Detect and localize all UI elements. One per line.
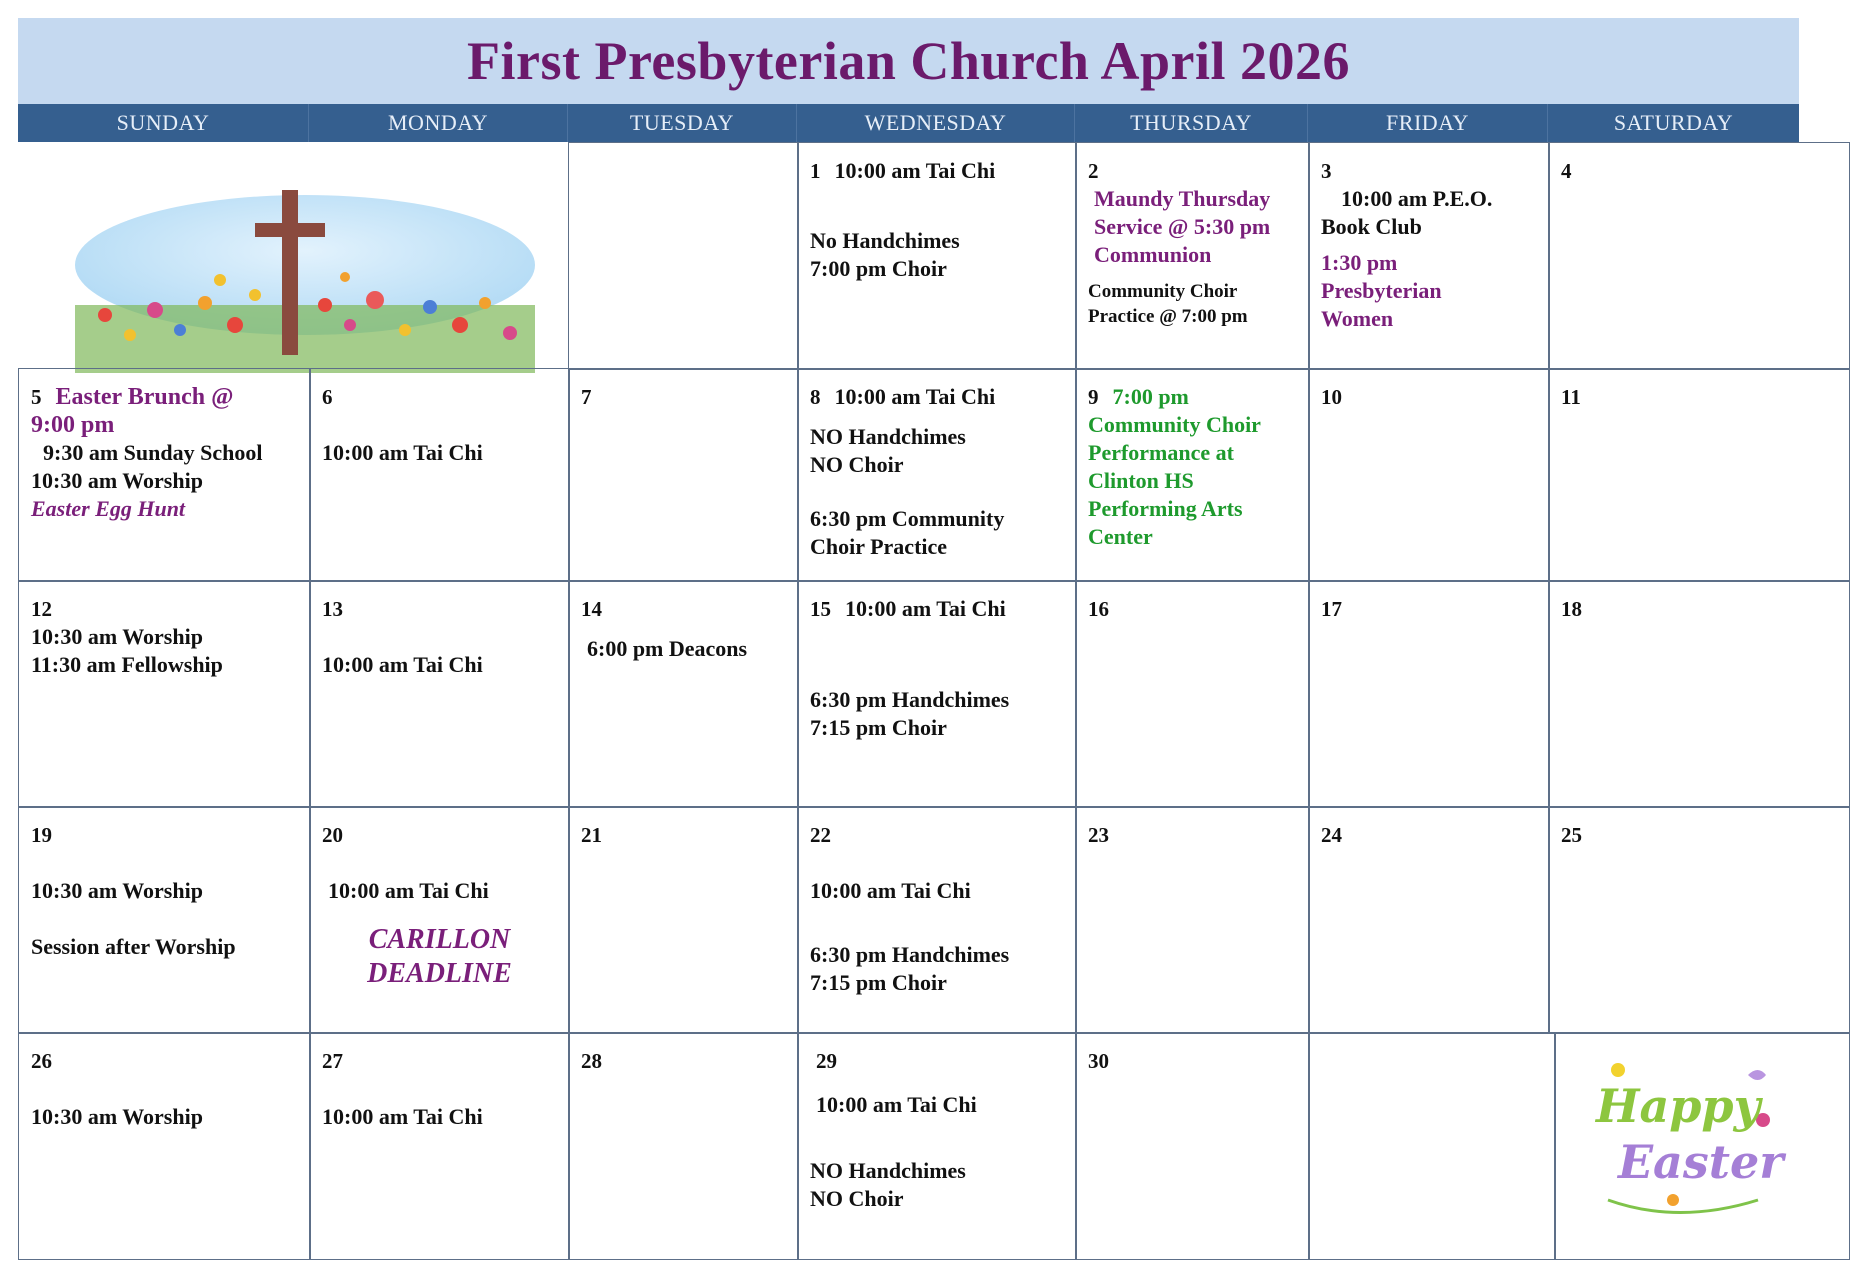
day-cell-20 [309,806,570,1034]
day-cell-21 [568,806,799,1034]
event: Service @ 5:30 pm [1094,214,1271,239]
event: 9:00 pm [31,412,115,438]
event: 6:30 pm Handchimes [810,687,1010,712]
event: Clinton HS [1088,468,1194,493]
day-number: 24 [1321,823,1342,847]
day-number: 16 [1088,597,1109,621]
weekday-tuesday: TUESDAY [568,104,797,142]
weekday-header [18,104,1799,142]
event: Easter Egg Hunt [31,496,186,521]
day-number: 3 [1321,159,1332,183]
event: Practice @ 7:00 pm [1088,306,1248,327]
day-number: 21 [581,823,602,847]
event: Center [1088,524,1153,549]
day-number: 9 [1088,385,1099,409]
day-number: 23 [1088,823,1109,847]
day-cell-empty [568,142,799,370]
calendar-grid [18,142,1850,1260]
event: 1:30 pm [1321,250,1398,275]
event: 10:00 am P.E.O. [1341,186,1493,211]
event: 10:00 am Tai Chi [816,1092,977,1117]
title-banner [18,18,1799,104]
day-number: 7 [581,385,592,409]
day-number: 18 [1561,597,1582,621]
event: Easter Brunch @ [55,384,234,410]
event: 7:00 pm [1112,384,1189,409]
day-cell-11 [1548,368,1850,582]
event: Maundy Thursday [1094,186,1271,211]
event: Communion [1094,242,1212,267]
event: 9:30 am Sunday School [43,440,263,465]
event: CARILLON [368,924,511,955]
event: Performance at [1088,440,1234,465]
day-cell-26 [18,1032,311,1260]
day-cell-16 [1075,580,1310,808]
weekday-sunday: SUNDAY [18,104,309,142]
day-cell-27 [309,1032,570,1260]
day-cell-5 [18,368,311,582]
weekday-saturday: SATURDAY [1613,110,1734,135]
event: 7:15 pm Choir [810,715,947,740]
event: NO Choir [810,452,904,477]
day-cell-14 [568,580,799,808]
day-cell-13 [309,580,570,808]
day-number: 5 [31,385,42,409]
day-cell-4 [1548,142,1850,370]
day-cell-22 [797,806,1077,1034]
event: 7:15 pm Choir [810,970,947,995]
day-number: 1 [810,159,821,183]
day-cell-7 [568,368,799,582]
day-number: 26 [31,1049,52,1073]
event: Book Club [1321,214,1422,239]
day-cell-3 [1308,142,1550,370]
event: 6:30 pm Community [810,506,1005,531]
weekday-thursday: THURSDAY [1075,104,1308,142]
day-number: 30 [1088,1049,1109,1073]
day-cell-18 [1548,580,1850,808]
weekday-friday: FRIDAY [1308,104,1548,142]
day-number: 11 [1561,385,1581,409]
event: 10:00 am Tai Chi [834,384,996,409]
day-cell-6 [309,368,570,582]
event: 10:30 am Worship [31,1104,203,1129]
event: Performing Arts [1088,496,1243,521]
day-cell-10 [1308,368,1550,582]
event: 10:30 am Worship [31,624,203,649]
day-number: 14 [581,597,602,621]
event: 10:00 am Tai Chi [845,596,1006,621]
day-number: 4 [1561,159,1572,183]
day-cell-1 [797,142,1077,370]
day-number: 27 [322,1049,343,1073]
event: 10:30 am Worship [31,468,203,493]
day-cell-23 [1075,806,1310,1034]
day-number: 12 [31,597,52,621]
event: 10:00 am Tai Chi [322,1104,483,1129]
day-number: 10 [1321,385,1342,409]
event: 10:00 am Tai Chi [834,158,996,183]
event: Session after Worship [31,934,236,959]
day-cell-2 [1075,142,1310,370]
day-cell-19 [18,806,311,1034]
event: Women [1321,306,1394,331]
day-cell-9 [1075,368,1310,582]
event: DEADLINE [367,958,512,989]
day-cell-empty [1308,1032,1556,1260]
day-number: 8 [810,385,821,409]
event: Community Choir [1088,281,1238,302]
day-number: 20 [322,823,343,847]
day-number: 17 [1321,597,1342,621]
happy-text: Happy [1596,1079,1761,1133]
event: NO Handchimes [810,1158,966,1183]
happy-easter-graphic [1578,1050,1788,1230]
day-number: 6 [322,385,333,409]
day-cell-17 [1308,580,1550,808]
event: No Handchimes [810,228,960,253]
day-number: 15 [810,597,831,621]
day-cell-24 [1308,806,1550,1034]
day-cell-15 [797,580,1077,808]
day-number: 29 [816,1049,837,1073]
page-title: First Presbyterian Church April 2026 [467,31,1350,91]
day-number: 19 [31,823,52,847]
day-number: 25 [1561,823,1582,847]
event: Presbyterian [1321,278,1442,303]
event: 6:30 pm Handchimes [810,942,1010,967]
event: 10:00 am Tai Chi [328,878,489,903]
event: 10:30 am Worship [31,878,203,903]
day-number: 22 [810,823,831,847]
event: 11:30 am Fellowship [31,652,223,677]
event: NO Choir [810,1186,904,1211]
day-cell-25 [1548,806,1850,1034]
day-number: 13 [322,597,343,621]
event: Choir Practice [810,534,948,559]
day-cell-30 [1075,1032,1310,1260]
event: 7:00 pm Choir [810,256,947,281]
event: 10:00 am Tai Chi [322,652,483,677]
event: NO Handchimes [810,424,966,449]
day-cell-8 [797,368,1077,582]
weekday-monday: MONDAY [309,104,568,142]
event: 10:00 am Tai Chi [810,878,971,903]
event: Community Choir [1088,412,1261,437]
day-cell-28 [568,1032,799,1260]
day-number: 2 [1088,159,1099,183]
event: 6:00 pm Deacons [587,636,748,661]
day-number: 28 [581,1049,602,1073]
day-cell-12 [18,580,311,808]
day-cell-29 [797,1032,1077,1260]
event: 10:00 am Tai Chi [322,440,483,465]
weekday-wednesday: WEDNESDAY [797,104,1075,142]
easter-text: Easter [1618,1135,1784,1189]
